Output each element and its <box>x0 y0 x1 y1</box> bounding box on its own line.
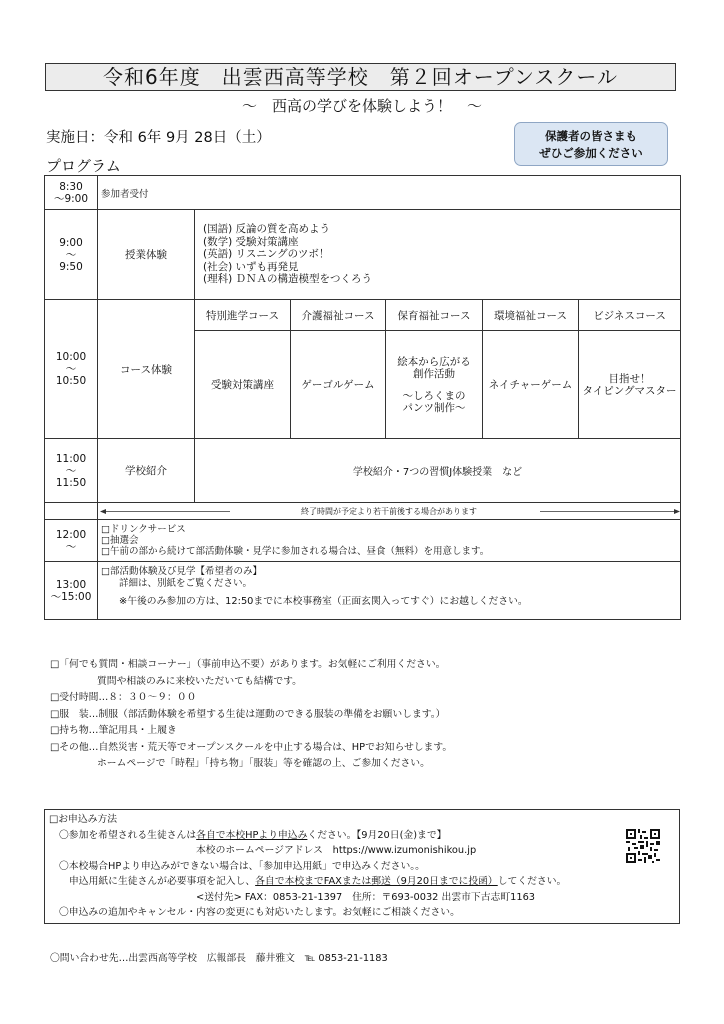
note-line: □「何でも質問・相談コーナー」（事前申込不要）があります。お気軽にご利用ください。 <box>50 659 446 670</box>
class-item: (国語) 反論の質を高めよう <box>203 223 331 236</box>
end-note-cell <box>98 503 681 520</box>
course-activity: ネイチャーゲーム <box>483 331 579 439</box>
end-note-text: 終了時間が予定より若干前後する場合があります <box>301 506 478 516</box>
club-content <box>98 562 681 620</box>
subtitle: ～ 西高の学びを体験しよう！ ～ <box>241 97 482 115</box>
application-line: <送付先> FAX：0853-21-1397 住所：〒693-0032 出雲市下古志町1163 <box>196 891 536 903</box>
note-line: □持ち物…筆記用具・上履き <box>50 725 177 736</box>
intro-label: 学校紹介 <box>98 439 195 503</box>
course-activity: 目指せ！ タイピングマスター <box>579 331 681 439</box>
lunch-item: □抽選会 <box>101 535 139 546</box>
course-activity: 絵本から広がる 創作活動 ～しろくまの パンツ制作～ <box>386 331 483 439</box>
program-heading: プログラム <box>46 157 121 175</box>
application-heading: □お申込み方法 <box>49 814 118 825</box>
course-activity: ゲーゴルゲーム <box>291 331 386 439</box>
class-item: (数学) 受験対策講座 <box>203 235 299 248</box>
time-cell: 8:30 ～9:00 <box>45 176 98 210</box>
notes-section <box>50 657 452 773</box>
lunch-item: □ドリンクサービス <box>101 524 186 535</box>
page-title: 令和6年度 出雲西高等学校 第２回オープンスクール <box>45 63 676 91</box>
time-cell: 13:00 ～15:00 <box>45 562 98 620</box>
time-cell: 12:00 ～ <box>45 520 98 562</box>
course-activity: 受験対策講座 <box>195 331 291 439</box>
schedule-table <box>44 175 681 620</box>
badge-line-1: 保護者の皆さまも <box>545 129 637 143</box>
contact-info: 〇問い合わせ先…出雲西高等学校 広報部長 藤井雅文 ℡ 0853-21-1183 <box>50 953 388 964</box>
course-header: 保育福祉コース <box>386 300 483 331</box>
classes-label: 授業体験 <box>98 210 195 300</box>
course-header: ビジネスコース <box>579 300 681 331</box>
badge-line-2: ぜひご参加ください <box>539 146 643 160</box>
parents-welcome-badge <box>514 122 668 166</box>
application-line: 〇申込みの追加やキャンセル・内容の変更にも対応いたします。お気軽にご相談ください。 <box>59 907 460 918</box>
lunch-item: □午前の部から続けて部活動体験・見学に参加される場合は、昼食（無料）を用意します。 <box>101 546 490 557</box>
schedule-row-club <box>45 562 681 620</box>
schedule-row-lunch <box>45 520 681 562</box>
club-line: □部活動体験及び見学【希望者のみ】 <box>101 566 262 577</box>
application-line: 〇参加を希望される生徒さんは各自で本校HPより申込みください。【9月20日(金)まで】 <box>59 829 447 841</box>
class-item: (理科) ＤＮＡの構造模型をつくろう <box>203 273 373 286</box>
empty-cell <box>45 503 98 520</box>
end-note-row <box>45 503 681 520</box>
lunch-content <box>98 520 681 562</box>
class-list <box>195 210 681 300</box>
note-line: □受付時間…８：３０～９：００ <box>50 692 197 703</box>
time-cell: 10:00 ～ 10:50 <box>45 300 98 439</box>
note-line: 質問や相談のみに来校いただいても結構です。 <box>97 675 302 687</box>
courses-label: コース体験 <box>98 300 195 439</box>
time-cell: 11:00 ～ 11:50 <box>45 439 98 503</box>
application-line: 本校のホームページアドレス https://www.izumonishikou.jp <box>196 845 477 856</box>
application-line: 申込用紙に生徒さんが必要事項を記入し、各自で本校までFAXまたは郵送（9月20日までに投函）してください。 <box>69 876 567 887</box>
schedule-row-reception <box>45 176 681 210</box>
note-line: ホームページで「時程」「持ち物」「服装」等を確認の上、ご参加ください。 <box>97 758 430 769</box>
note-line: □その他…自然災害・荒天等でオープンスクールを中止する場合は、HPでお知らせします。 <box>50 741 453 753</box>
class-item: (英語) リスニングのツボ！ <box>203 248 330 261</box>
application-box <box>44 809 680 924</box>
course-header: 環境福祉コース <box>483 300 579 331</box>
course-header: 介護福祉コース <box>291 300 386 331</box>
course-header: 特別進学コース <box>195 300 291 331</box>
club-line: ※午後のみ参加の方は、12:50までに本校事務室（正面玄関入ってすぐ）にお越しください。 <box>119 596 528 607</box>
class-item: (社会) いずも再発見 <box>203 260 299 273</box>
schedule-row-intro <box>45 439 681 503</box>
qr-code-icon[interactable] <box>626 829 660 863</box>
reception-label: 参加者受付 <box>98 176 681 210</box>
note-line: □服 装…制服（部活動体験を希望する生徒は運動のできる服装の準備をお願いします。） <box>50 708 446 720</box>
time-cell: 9:00 ～ 9:50 <box>45 210 98 300</box>
club-line: 詳細は、別紙をご覧ください。 <box>119 578 253 589</box>
course-header-row <box>45 300 681 331</box>
schedule-row-classes <box>45 210 681 300</box>
intro-content: 学校紹介・7つの習慣J体験授業 など <box>195 439 681 503</box>
event-date: 実施日：令和 6年 9月 28日（土） <box>46 130 271 146</box>
application-line: 〇本校場合HPより申込みができない場合は、「参加申込用紙」で申込みください。。 <box>59 860 425 872</box>
